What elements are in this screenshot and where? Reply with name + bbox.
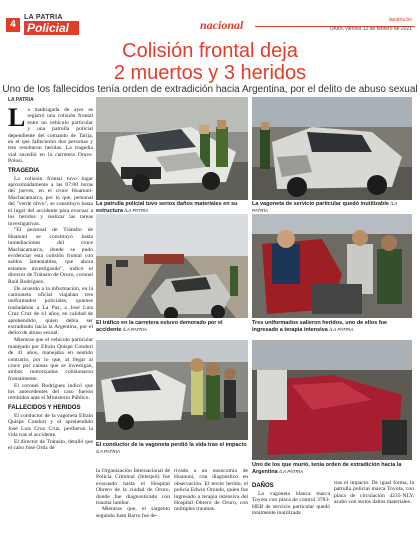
photo-caption: El conductor de la vagoneta perdió la vida tras el impacto /LA PATRIA: [96, 442, 247, 454]
article-column-2: la Organización Internacional de Policía Criminal (Interpol) fue evacuado hasta el Hospital Obrero de la ciudad de Oruro, donde fue diagnosticado con trauma lumbar. Mientras que, el sargento segundo Juan Barro fue de-: [96, 468, 170, 519]
byline: LA PATRIA: [8, 97, 34, 103]
paragraph: El director de Tránsito, detalló que el cabo José Ortiz de: [8, 439, 93, 452]
subtitle-danos: DAÑOS: [252, 483, 274, 489]
paragraph: El coronel Rodríguez indicó que los antecedentes del caso fueron remitidos ante el Ministerio Público.: [8, 382, 93, 402]
paper-website: lapatria.bo: [388, 17, 412, 23]
photo-detainee: [252, 340, 412, 460]
article-column-4: DAÑOS La vagoneta blanca marca Toyota con placa de control 3783-HEB de servicio particular quedó totalmente inutilizada: [252, 483, 330, 517]
headline: [0, 40, 420, 84]
photo-driver: [96, 340, 248, 440]
photo-vagoneta: [252, 97, 412, 200]
subtitle-fallecidos: FALLECIDOS Y HERIDOS: [8, 404, 81, 411]
article-column-3: rivado a un nosocomio de Huanuni, con diagnóstico en observación. El tercer herido, el policía Edwin Orondo, quien fue ingresado a terapia intensiva del Hospital Obrero de Oruro, con múltiples traumas.: [174, 468, 248, 513]
paragraph: La colisión frontal tuvo lugar aproximadamente a las 07:00 horas del jueves, en el cruce Huanuni-Machacamarca, por lo que, personal del "verde olivo", se constituyó hasta el lugar del accidente para evacuar a los heridos y realizar las tareas investigativas.: [8, 175, 93, 227]
photo-caption: El tráfico en la carretera estuvo demorado por el accidente /LA PATRIA: [96, 320, 223, 333]
brand-name: LA PATRIA: [24, 14, 63, 21]
photo-patrol-damage: [96, 97, 248, 200]
paragraph: El conductor de la vagoneta Efraín Quispe Condori y el aprehendido José Luis Cruz Cruz, perdieron la vida tras el accidente.: [8, 412, 93, 439]
subtitle-tragedia: TRAGEDIA: [8, 167, 40, 174]
paragraph: Mientras que el vehículo particular manejado por Efraín Quispe Condori de 41 años, manejaba en sentido contrario, por lo que, al llegar al cruce por causas que se investigan, ambos motorizados colisionaron frontalmente.: [8, 337, 93, 382]
photo-caption: La vagoneta de servicio particular quedó inutilizable /LA PATRIA: [252, 201, 398, 213]
photo-caption: Uno de los que murió, tenía orden de extradición hacia la Argentina /LA PATRIA: [252, 462, 402, 475]
paragraph: De acuerdo a la información, en la camioneta oficial viajaban tres uniformados policiales, quienes trasladaban a La Paz, a José Luis Cruz Cruz de 41 años, en calidad de aprehendido, quien debía ser extraditado hacia la Argentina, por el delito de abuso sexual.: [8, 285, 93, 337]
paragraph: "El personal de Tránsito de Huanuni se constituyó hasta inmediaciones del cruce Machacamarca, donde se pudo evidenciar esta colisión frontal con saldos lamentables, que ahora estamos investigando", indicó el director de Tránsito de Oruro, coronel Raúl Rodríguez.: [8, 227, 93, 285]
photo-caption: La patrulla policial tuvo serios daños materiales en su estructura /LA PATRIA: [96, 201, 238, 214]
photo-injured: [252, 214, 412, 318]
section-label: nacional: [200, 18, 244, 32]
section-brand: Policial: [24, 21, 79, 35]
drop-cap: L: [8, 103, 26, 132]
article-column-5: tras el impacto. De igual forma, la patrulla policial marca Toyota, con placa de circulación 4235-NLY, acabó con serios daños materiales.: [334, 480, 414, 506]
dateline: Oruro, viernes 12 de febrero de 2021: [329, 26, 412, 32]
subheadline: Uno de los fallecidos tenía orden de extradición hacia Argentina, por el delito de abuso sexual: [2, 84, 418, 95]
article-column-left: [8, 97, 93, 452]
intro-paragraph: La madrugada de ayer se registró una colisión frontal entre un vehículo particular y una patrulla policial dependiente del comando de Tarija, en el que fallecieron dos personas y tres resultaron heridas. La tragedia vial sucedió en la carretera Oruro-Potosí.: [8, 103, 93, 165]
photo-traffic: [96, 214, 248, 318]
page-header: [0, 0, 420, 40]
headline-line2: 2 muertos y 3 heridos: [113, 62, 307, 84]
headline-line1: Colisión frontal deja: [122, 40, 298, 62]
page-number: 4: [6, 18, 20, 32]
photo-caption: Tres uniformados salieron heridos, uno de ellos fue ingresado a terapia intensiva /LA PATRIA: [252, 320, 388, 333]
